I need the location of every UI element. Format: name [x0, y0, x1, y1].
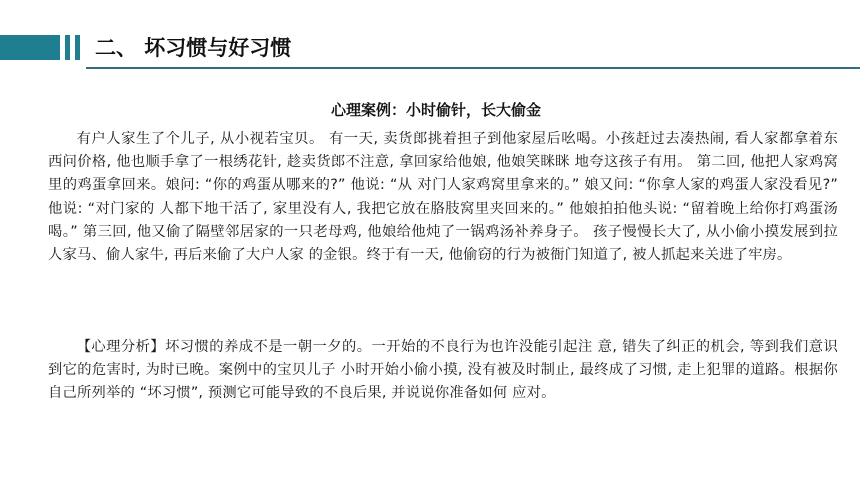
analysis-text: 坏习惯的养成不是一朝一夕的。一开始的不良行为也许没能引起注 意, 错失了纠正的机会, 等到我们意识到它的危害时, 为时已晚。案例中的宝贝儿子 小时开始小偷小摸, 没有被及时制止, 最终成了习惯, 走上犯罪的道路。根据你自己所列举的 “坏习惯”, 预测它可能导致的不良后果, 并说说你准备如何 应对。	[48, 339, 838, 402]
header-accent-bar	[0, 35, 60, 60]
analysis-paragraph	[48, 336, 838, 406]
section-header	[0, 29, 860, 67]
analysis-label: 【心理分析】	[76, 339, 166, 355]
section-title: 二、 坏习惯与好习惯	[95, 36, 292, 60]
header-accent-stripe	[65, 35, 70, 60]
header-divider	[86, 67, 860, 69]
case-story: 有户人家生了个儿子, 从小视若宝贝。 有一天, 卖货郎挑着担子到他家屋后吆喝。小孩赶过去凑热闹, 看人家都拿着东 西问价格, 他也顺手拿了一根绣花针, 趁卖货郎不注意, 拿回家给他娘, 他娘笑眯眯 地夸这孩子有用。 第二回, 他把人家鸡窝里的鸡蛋拿回来。娘问: “你的鸡蛋从哪来的?” 他说: “从 对门人家鸡窝里拿来的。” 娘又问: “你拿人家的鸡蛋人家没看见?” 他说: “对门家的 人都下地干活了, 家里没有人, 我把它放在胳肢窝里夹回来的。” 他娘拍拍他头说: “留着晚上给你打鸡蛋汤喝。” 第三回, 他又偷了隔壁邻居家的一只老母鸡, 他娘给他炖了一锅鸡汤补养身子。 孩子慢慢长大了, 从小偷小摸发展到拉人家马、偷人家牛, 再后来偷了大户人家 的金银。终于有一天, 他偷窃的行为被衙门知道了, 被人抓起来关进了牢房。	[48, 131, 838, 264]
case-title: 心理案例：小时偷针，长大偷金	[330, 101, 541, 119]
header-accent-stripe	[75, 35, 80, 60]
